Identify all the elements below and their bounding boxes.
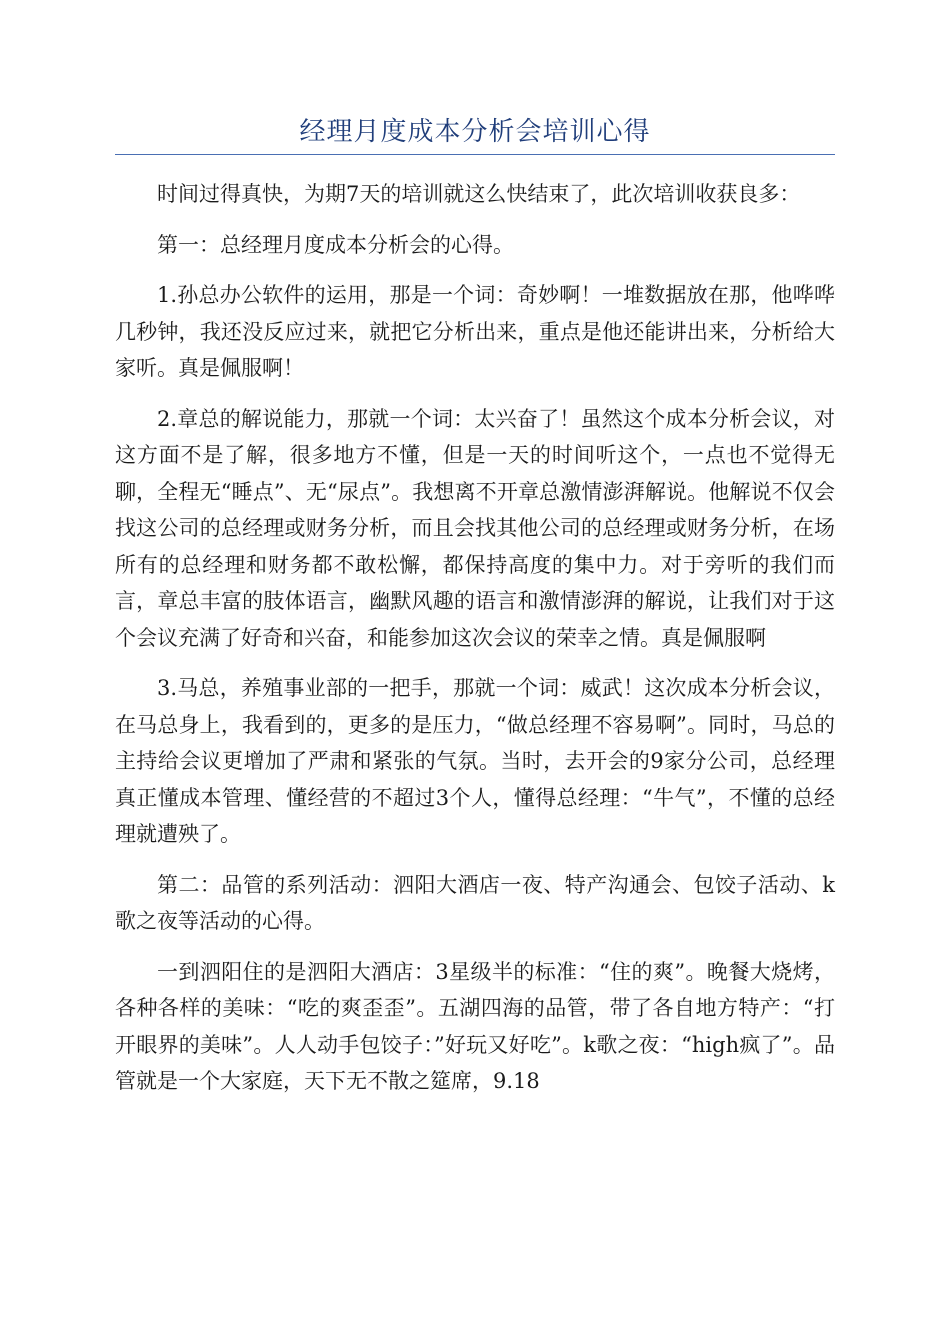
document-body bbox=[115, 176, 835, 1114]
document-title: 经理月度成本分析会培训心得 bbox=[299, 117, 651, 147]
paragraph-section-two-heading: 第二：品管的系列活动：泗阳大酒店一夜、特产沟通会、包饺子活动、k歌之夜等活动的心得。 bbox=[115, 872, 835, 933]
paragraph-section-one-heading: 第一：总经理月度成本分析会的心得。 bbox=[157, 232, 514, 257]
paragraph-point-one: 1.孙总办公软件的运用，那是一个词：奇妙啊！一堆数据放在那，他哗哗几秒钟，我还没反应过来，就把它分析出来，重点是他还能讲出来，分析给大家听。真是佩服啊！ bbox=[115, 283, 835, 380]
title-underline bbox=[115, 154, 835, 155]
paragraph-point-three: 3.马总，养殖事业部的一把手，那就一个词：威武！这次成本分析会议，在马总身上，我看到的，更多的是压力，“做总经理不容易啊”。同时，马总的主持给会议更增加了严肃和紧张的气氛。当时，去开会的9家分公司，总经理真正懂成本管理、懂经营的不超过3个人，懂得总经理：“牛气”，不懂的总经理就遭殃了。 bbox=[115, 676, 835, 846]
paragraph-point-two: 2.章总的解说能力，那就一个词：太兴奋了！虽然这个成本分析会议，对这方面不是了解，很多地方不懂，但是一天的时间听这个，一点也不觉得无聊，全程无“睡点”、无“尿点”。我想离不开章总激情澎湃解说。他解说不仅会找这公司的总经理或财务分析，而且会找其他公司的总经理或财务分析，在场所有的总经理和财务都不敢松懈，都保持高度的集中力。对于旁听的我们而言，章总丰富的肢体语言，幽默风趣的语言和激情澎湃的解说，让我们对于这个会议充满了好奇和兴奋，和能参加这次会议的荣幸之情。真是佩服啊 bbox=[115, 406, 835, 650]
paragraph-intro: 时间过得真快，为期7天的培训就这么快结束了，此次培训收获良多： bbox=[157, 182, 801, 206]
paragraph-activities: 一到泗阳住的是泗阳大酒店：3星级半的标准：“住的爽”。晚餐大烧烤，各种各样的美味：“吃的爽歪歪”。五湖四海的品管，带了各自地方特产：“打开眼界的美味”。人人动手包饺子：”好玩又好吃”。k歌之夜：“high疯了”。品管就是一个大家庭，天下无不散之筵席，9.18 bbox=[115, 959, 835, 1093]
